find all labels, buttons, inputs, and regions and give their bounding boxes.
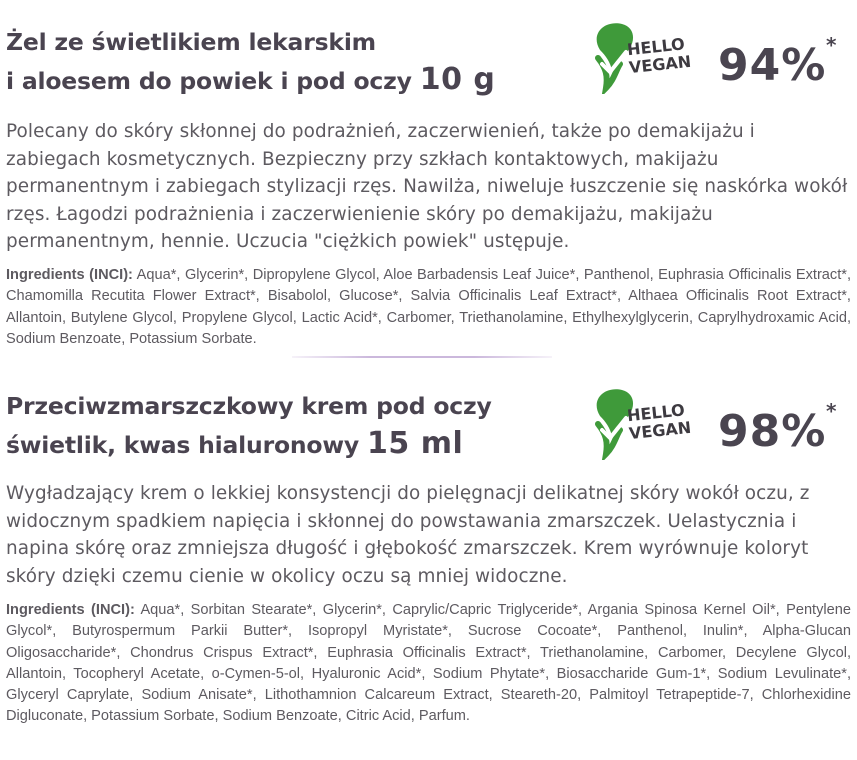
vegan-percent: 94% xyxy=(718,40,827,91)
title-line-2 xyxy=(6,425,492,464)
badge-line-2: VEGAN xyxy=(628,417,692,444)
badge-text xyxy=(626,401,692,443)
product-title xyxy=(6,388,492,464)
ingredients-text: Aqua*, Glycerin*, Dipropylene Glycol, Aloe Barbadensis Leaf Juice*, Panthenol, Euphrasia Officinalis Extract*, Chamomilla Recutita Flower Extract*, Bisabolol, Glucose*, Salvia Officinalis Leaf Extract*, Althaea Officinalis Root Extract*, Allantoin, Butylene Glycol, Propylene Glycol, Lactic Acid*, Carbomer, Triethanolamine, Ethylhexylglycerin, Caprylhydroxamic Acid, Sodium Benzoate, Potassium Sorbate. xyxy=(6,267,852,347)
percent-asterisk: * xyxy=(826,399,837,423)
badge-line-1: HELLO xyxy=(626,34,686,60)
percent-asterisk: * xyxy=(826,33,837,57)
product-section-1 xyxy=(0,0,857,360)
title-line-1: Żel ze świetlikiem lekarskim xyxy=(6,28,376,56)
product-section-2 xyxy=(0,370,857,760)
product-size: 10 g xyxy=(419,62,496,97)
product-description: Polecany do skóry skłonnej do podrażnień, zaczerwienień, także po demakijażu i zabiegach kosmetycznych. Bezpieczny przy szkłach kontaktowych, makijażu permanentnym i zabiegach stylizacji rzęs. Nawilża, niweluje łuszczenie się naskórka wokół rzęs. Łagodzi podrażnienia i zaczerwienienie skóry po demakijażu, makijażu permanentnym, hennie. Uczucia "ciężkich powiek" ustępuje. xyxy=(6,121,848,252)
ingredients-label: Ingredients (INCI): xyxy=(6,602,135,618)
product-description: Wygładzający krem o lekkiej konsystencji do pielęgnacji delikatnej skóry wokół oczu, z widocznym spadkiem napięcia i skłonnej do powstawania zmarszczek. Uelastycznia i napina skórę oraz zmniejsza długość i głębokość zmarszczek. Krem wyrównuje koloryt skóry dzięki czemu cienie w okolicy oczu są mniej widoczne. xyxy=(6,483,810,587)
vegan-percent: 98% xyxy=(718,406,827,457)
hello-vegan-badge xyxy=(586,380,716,460)
ingredients-list xyxy=(6,265,851,350)
title-line-2 xyxy=(6,61,495,100)
badge-text xyxy=(626,35,692,77)
hello-vegan-badge xyxy=(586,14,716,94)
title-line-1: Przeciwzmarszczkowy krem pod oczy xyxy=(6,392,492,420)
title-line-2-text: świetlik, kwas hialuronowy xyxy=(6,431,360,459)
badge-line-2: VEGAN xyxy=(628,51,692,78)
ingredients-list xyxy=(6,600,851,728)
product-title xyxy=(6,24,495,100)
section-divider xyxy=(292,356,552,358)
ingredients-text: Aqua*, Sorbitan Stearate*, Glycerin*, Caprylic/Capric Triglyceride*, Argania Spinosa Kernel Oil*, Pentylene Glycol*, Butyrospermum Parkii Butter*, Isopropyl Myristate*, Sucrose Cocoate*, Panthenol, Inulin*, Alpha-Glucan Oligosaccharide*, Chondrus Crispus Extract*, Euphrasia Officinalis Extract*, Triethanolamine, Carbomer, Decylene Glycol, Allantoin, Tocopheryl Acetate, o-Cymen-5-ol, Hyaluronic Acid*, Sodium Phytate*, Biosaccharide Gum-1*, Sodium Levulinate*, Glyceryl Caprylate, Sodium Anisate*, Lithothamnion Calcareum Extract, Steareth-20, Palmitoyl Tetrapeptide-7, Chlorhexidine Digluconate, Potassium Sorbate, Sodium Benzoate, Citric Acid, Parfum. xyxy=(6,602,852,725)
badge-line-1: HELLO xyxy=(626,400,686,426)
ingredients-label: Ingredients (INCI): xyxy=(6,267,133,283)
title-line-2-text: i aloesem do powiek i pod oczy xyxy=(6,67,412,95)
product-size: 15 ml xyxy=(367,426,464,461)
